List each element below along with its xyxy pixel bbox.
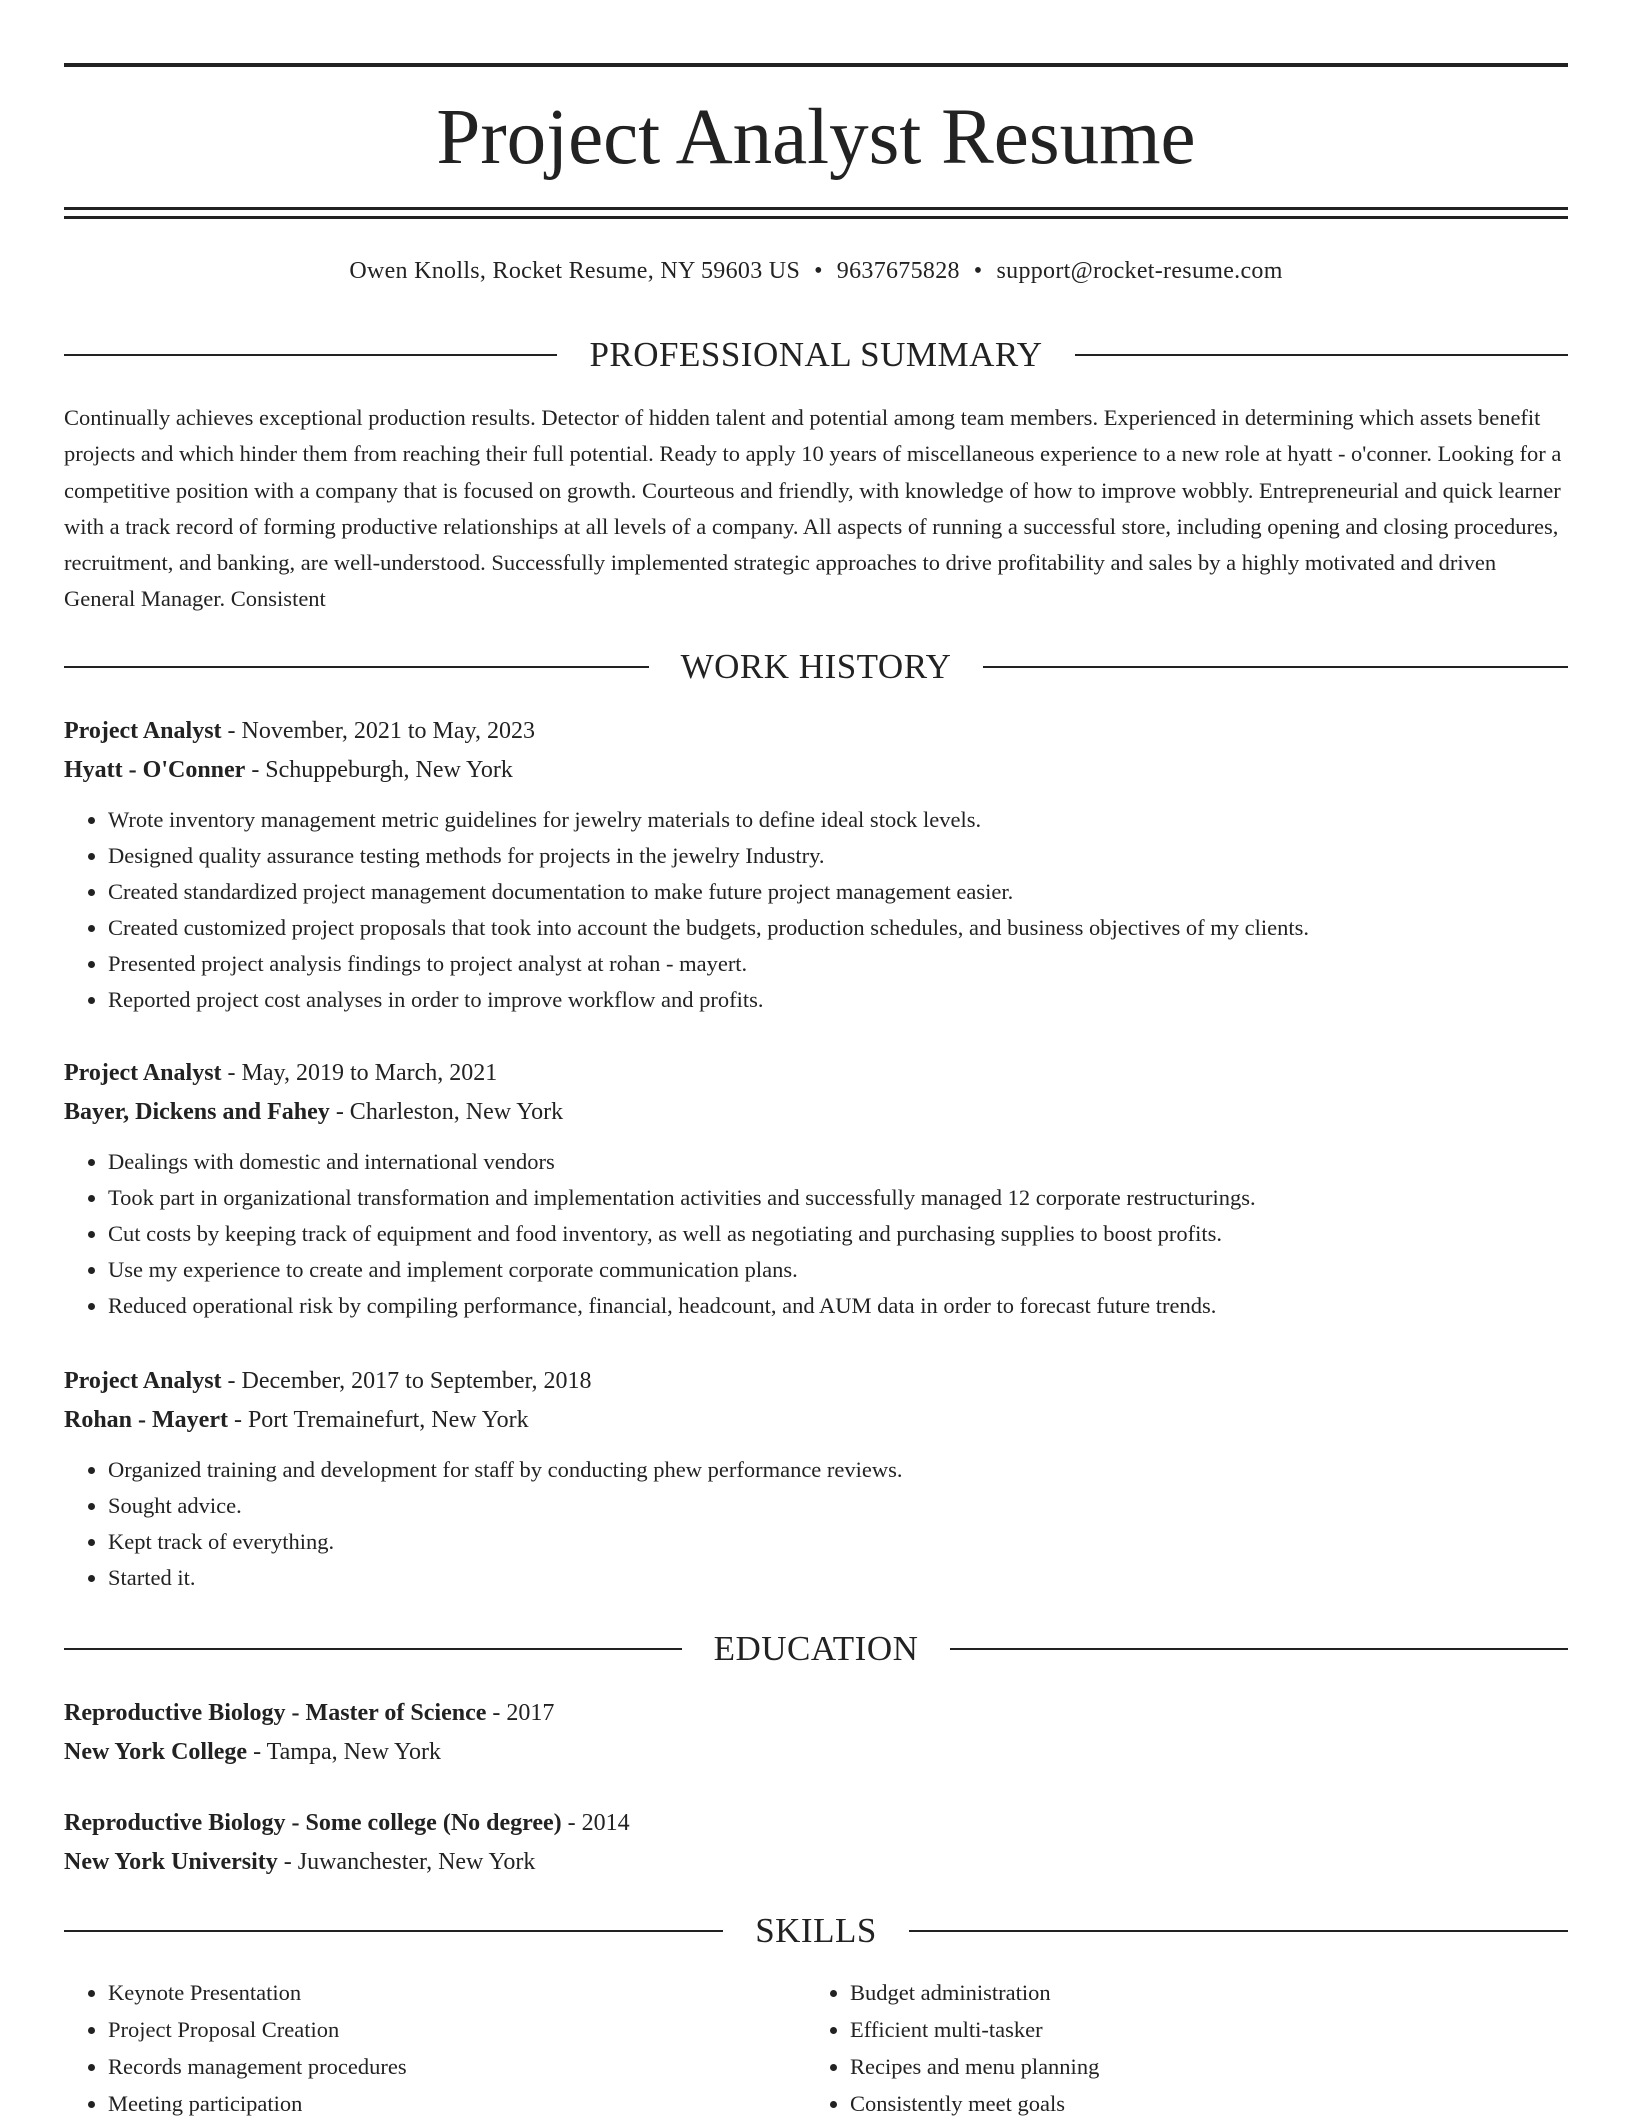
title-double-rule-top (64, 207, 1568, 210)
job-title-line (64, 1054, 1568, 1093)
list-item: • Created customized project proposals that took into account the budgets, production schedules, and business objectives of my clients. (108, 910, 1568, 946)
list-item: • Organized training and development for staff by conducting phew performance reviews. (108, 1452, 1568, 1488)
section-rule (909, 1930, 1568, 1932)
skills-grid (64, 1974, 1568, 2122)
job-company-line (64, 1093, 1568, 1132)
job-title-line (64, 1362, 1568, 1401)
list-item: • Created standardized project management documentation to make future project management easier. (108, 874, 1568, 910)
job-entry (64, 712, 1568, 1018)
job-company-line (64, 1401, 1568, 1440)
job-dates: - May, 2019 to March, 2021 (221, 1060, 498, 1086)
section-header-skills (64, 1909, 1568, 1953)
contact-email: support@rocket-resume.com (996, 258, 1283, 284)
skills-column-right (806, 1974, 1568, 2122)
skill-item: • Efficient multi-tasker (850, 2011, 1568, 2048)
list-item: • Sought advice. (108, 1488, 1568, 1524)
job-company: Hyatt - O'Conner (64, 757, 246, 783)
list-item: • Kept track of everything. (108, 1524, 1568, 1560)
top-rule (64, 63, 1568, 67)
list-item: • Use my experience to create and implement corporate communication plans. (108, 1252, 1568, 1288)
job-bullets (64, 1144, 1568, 1324)
list-item: • Designed quality assurance testing methods for projects in the jewelry Industry. (108, 838, 1568, 874)
job-title: Project Analyst (64, 1368, 222, 1394)
education-entry (64, 1694, 1568, 1772)
contact-address: Owen Knolls, Rocket Resume, NY 59603 US (349, 258, 801, 284)
section-title: WORK HISTORY (680, 647, 952, 686)
list-item: • Took part in organizational transformation and implementation activities and successfully managed 12 corporate restructurings. (108, 1180, 1568, 1216)
list-item: • Started it. (108, 1560, 1568, 1596)
job-bullets (64, 1452, 1568, 1596)
school-line (64, 1733, 1568, 1772)
skill-item: • Consistently meet goals (850, 2085, 1568, 2122)
list-item: • Presented project analysis findings to project analyst at rohan - mayert. (108, 946, 1568, 982)
job-location: - Charleston, New York (329, 1099, 564, 1125)
school: New York University (64, 1849, 278, 1875)
section-header-summary (64, 333, 1568, 377)
contact-line (64, 254, 1568, 288)
job-title: Project Analyst (64, 1060, 222, 1086)
job-company: Bayer, Dickens and Fahey (64, 1099, 330, 1125)
skill-item: • Recipes and menu planning (850, 2048, 1568, 2085)
school-line (64, 1843, 1568, 1882)
job-location: - Port Tremainefurt, New York (227, 1407, 529, 1433)
job-title-line (64, 712, 1568, 751)
degree-year: - 2017 (486, 1700, 555, 1726)
summary-paragraph: Continually achieves exceptional production results. Detector of hidden talent and potential among team members. Experienced in determining which assets benefit projects and which hinder them from reaching their full potential. Ready to apply 10 years of miscellaneous experience to a new role at hyatt - o'conner. Looking for a competitive position with a company that is focused on growth. Courteous and friendly, with knowledge of how to improve wobbly. Entrepreneurial and quick learner with a track record of forming productive relationships at all levels of a company. All aspects of running a successful store, including opening and closing procedures, recruitment, and banking, are well-understood. Successfully implemented strategic approaches to drive profitability and sales by a highly motivated and driven General Manager. Consistent (64, 405, 1562, 612)
section-rule (64, 1930, 723, 1932)
list-item: • Wrote inventory management metric guidelines for jewelry materials to define ideal stock levels. (108, 802, 1568, 838)
section-title: SKILLS (755, 1911, 877, 1950)
skill-item: • Keynote Presentation (108, 1974, 806, 2011)
list-item: • Reported project cost analyses in order to improve workflow and profits. (108, 982, 1568, 1018)
skill-item: • Meeting participation (108, 2085, 806, 2122)
job-company-line (64, 751, 1568, 790)
job-company: Rohan - Mayert (64, 1407, 228, 1433)
skill-item: • Budget administration (850, 1974, 1568, 2011)
degree-line (64, 1694, 1568, 1733)
section-rule (950, 1648, 1568, 1650)
school: New York College (64, 1739, 248, 1765)
section-title: EDUCATION (713, 1629, 919, 1668)
section-rule (64, 1648, 682, 1650)
section-rule (1075, 354, 1568, 356)
list-item: • Dealings with domestic and international vendors (108, 1144, 1568, 1180)
job-entry (64, 1362, 1568, 1596)
section-rule (64, 666, 649, 668)
degree: Reproductive Biology - Master of Science (64, 1700, 487, 1726)
section-rule (983, 666, 1568, 668)
degree-year: - 2014 (561, 1810, 630, 1836)
job-dates: - December, 2017 to September, 2018 (221, 1368, 592, 1394)
skill-item: • Records management procedures (108, 2048, 806, 2085)
job-bullets (64, 802, 1568, 1018)
contact-separator: • (814, 258, 823, 284)
contact-phone: 9637675828 (836, 258, 960, 284)
degree-line (64, 1804, 1568, 1843)
skills-column-left (64, 1974, 806, 2122)
school-location: - Tampa, New York (247, 1739, 441, 1765)
job-dates: - November, 2021 to May, 2023 (221, 718, 535, 744)
list-item: • Cut costs by keeping track of equipment and food inventory, as well as negotiating and purchasing supplies to boost profits. (108, 1216, 1568, 1252)
job-entry (64, 1054, 1568, 1324)
education-entry (64, 1804, 1568, 1882)
job-title: Project Analyst (64, 718, 222, 744)
title-double-rule-bottom (64, 216, 1568, 219)
list-item: • Reduced operational risk by compiling performance, financial, headcount, and AUM data in order to forecast future trends. (108, 1288, 1568, 1324)
section-header-work-history (64, 645, 1568, 689)
skill-item: • Project Proposal Creation (108, 2011, 806, 2048)
contact-separator: • (973, 258, 983, 284)
school-location: - Juwanchester, New York (277, 1849, 536, 1875)
job-location: - Schuppeburgh, New York (245, 757, 513, 783)
section-title: PROFESSIONAL SUMMARY (589, 335, 1043, 374)
section-header-education (64, 1627, 1568, 1671)
section-rule (64, 354, 557, 356)
page-title: Project Analyst Resume (436, 94, 1196, 181)
degree: Reproductive Biology - Some college (No degree) (64, 1810, 562, 1836)
